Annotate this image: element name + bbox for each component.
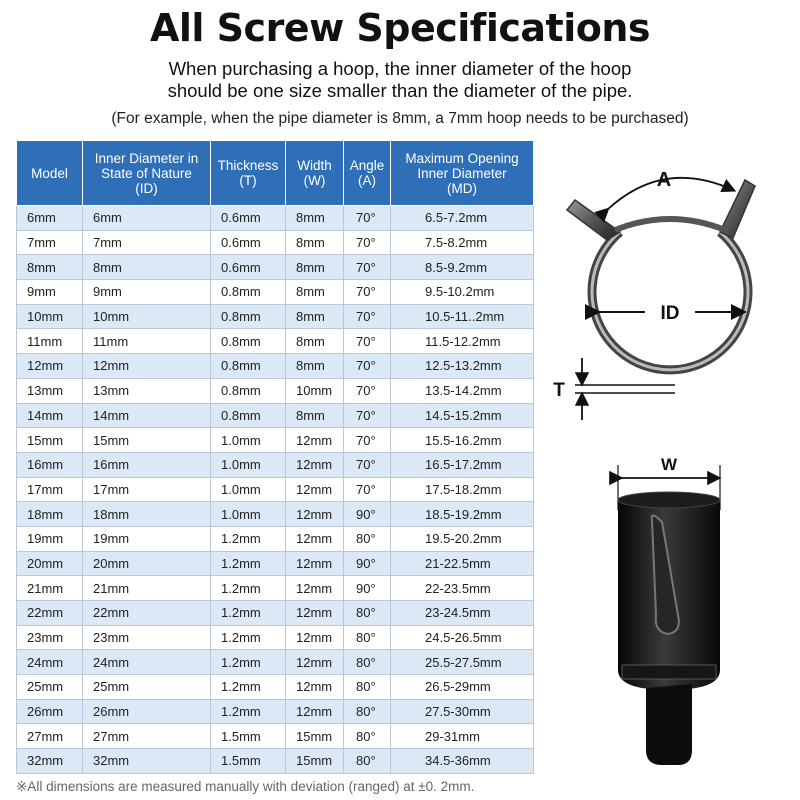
table-cell: 19.5-20.2mm: [391, 526, 534, 551]
table-cell: 15mm: [286, 724, 344, 749]
table-cell: 1.0mm: [211, 428, 286, 453]
table-cell: 16mm: [17, 452, 83, 477]
table-row: [17, 477, 534, 502]
table-cell: 70°: [344, 403, 391, 428]
table-cell: 13.5-14.2mm: [391, 378, 534, 403]
table-cell: 19mm: [17, 526, 83, 551]
table-cell: 13mm: [83, 378, 211, 403]
table-cell: 9.5-10.2mm: [391, 280, 534, 305]
table-row: [17, 675, 534, 700]
table-cell: 90°: [344, 502, 391, 527]
table-cell: 24mm: [17, 650, 83, 675]
table-cell: 80°: [344, 749, 391, 774]
table-cell: 12mm: [286, 526, 344, 551]
table-row: [17, 650, 534, 675]
table-cell: 70°: [344, 255, 391, 280]
spec-table: [16, 140, 534, 774]
table-cell: 8.5-9.2mm: [391, 255, 534, 280]
table-cell: 1.0mm: [211, 502, 286, 527]
table-cell: 8mm: [286, 230, 344, 255]
table-row: [17, 378, 534, 403]
table-cell: 80°: [344, 650, 391, 675]
table-cell: 26.5-29mm: [391, 675, 534, 700]
table-cell: 70°: [344, 428, 391, 453]
table-cell: 16mm: [83, 452, 211, 477]
table-row: [17, 526, 534, 551]
table-cell: 8mm: [286, 329, 344, 354]
table-cell: 18mm: [83, 502, 211, 527]
table-cell: 27mm: [17, 724, 83, 749]
table-cell: 80°: [344, 526, 391, 551]
table-cell: 8mm: [17, 255, 83, 280]
table-row: [17, 206, 534, 231]
table-cell: 80°: [344, 625, 391, 650]
table-cell: 70°: [344, 329, 391, 354]
table-row: [17, 280, 534, 305]
table-cell: 0.8mm: [211, 280, 286, 305]
table-cell: 32mm: [17, 749, 83, 774]
table-cell: 0.8mm: [211, 378, 286, 403]
table-cell: 12mm: [286, 452, 344, 477]
table-cell: 8mm: [286, 255, 344, 280]
table-cell: 6mm: [17, 206, 83, 231]
header-cell-5: [391, 141, 534, 206]
id-label: ID: [660, 303, 680, 324]
table-cell: 1.2mm: [211, 576, 286, 601]
table-cell: 0.8mm: [211, 329, 286, 354]
table-cell: 7.5-8.2mm: [391, 230, 534, 255]
table-cell: 26mm: [83, 699, 211, 724]
table-cell: 25mm: [83, 675, 211, 700]
table-cell: 1.0mm: [211, 477, 286, 502]
header-line: Model: [31, 165, 68, 181]
table-cell: 1.2mm: [211, 625, 286, 650]
table-cell: 8mm: [286, 280, 344, 305]
table-row: [17, 304, 534, 329]
footnote: ※All dimensions are measured manually with deviation (ranged) at ±0. 2mm.: [16, 779, 475, 794]
table-cell: 23mm: [17, 625, 83, 650]
table-cell: 17mm: [17, 477, 83, 502]
table-cell: 14.5-15.2mm: [391, 403, 534, 428]
table-cell: 24mm: [83, 650, 211, 675]
table-row: [17, 724, 534, 749]
table-row: [17, 601, 534, 626]
angle-label: A: [656, 169, 672, 191]
table-cell: 70°: [344, 477, 391, 502]
table-cell: 17.5-18.2mm: [391, 477, 534, 502]
table-row: [17, 452, 534, 477]
table-row: [17, 551, 534, 576]
table-cell: 1.2mm: [211, 675, 286, 700]
table-cell: 6.5-7.2mm: [391, 206, 534, 231]
table-cell: 21-22.5mm: [391, 551, 534, 576]
header-cell-3: [286, 141, 344, 206]
clamp-side-diagram: [590, 450, 750, 770]
header-row: [17, 141, 534, 206]
table-cell: 12mm: [286, 576, 344, 601]
table-cell: 70°: [344, 378, 391, 403]
table-cell: 7mm: [83, 230, 211, 255]
table-cell: 8mm: [286, 304, 344, 329]
table-cell: 8mm: [286, 403, 344, 428]
table-cell: 12.5-13.2mm: [391, 354, 534, 379]
table-cell: 11.5-12.2mm: [391, 329, 534, 354]
table-cell: 90°: [344, 551, 391, 576]
table-cell: 0.6mm: [211, 230, 286, 255]
table-cell: 70°: [344, 230, 391, 255]
header-cell-0: [17, 141, 83, 206]
table-cell: 23-24.5mm: [391, 601, 534, 626]
table-cell: 14mm: [17, 403, 83, 428]
table-cell: 18.5-19.2mm: [391, 502, 534, 527]
header-cell-4: [344, 141, 391, 206]
table-cell: 0.8mm: [211, 403, 286, 428]
table-cell: 12mm: [17, 354, 83, 379]
header-line: (ID): [135, 180, 158, 196]
table-cell: 27mm: [83, 724, 211, 749]
width-label: W: [660, 455, 678, 474]
table-cell: 1.0mm: [211, 452, 286, 477]
table-cell: 80°: [344, 699, 391, 724]
table-cell: 7mm: [17, 230, 83, 255]
table-cell: 6mm: [83, 206, 211, 231]
table-cell: 23mm: [83, 625, 211, 650]
clamp-ring: [567, 180, 755, 370]
table-cell: 12mm: [83, 354, 211, 379]
header-line: (MD): [447, 180, 477, 196]
spec-table-header: [17, 141, 534, 206]
table-cell: 12mm: [286, 551, 344, 576]
table-cell: 11mm: [83, 329, 211, 354]
example-note: (For example, when the pipe diameter is 8mm, a 7mm hoop needs to be purchased): [111, 110, 689, 127]
table-cell: 90°: [344, 576, 391, 601]
table-cell: 70°: [344, 452, 391, 477]
table-cell: 12mm: [286, 650, 344, 675]
table-cell: 12mm: [286, 625, 344, 650]
header-line: Inner Diameter: [417, 165, 507, 181]
table-cell: 15mm: [17, 428, 83, 453]
table-row: [17, 699, 534, 724]
table-cell: 1.2mm: [211, 526, 286, 551]
table-cell: 0.8mm: [211, 304, 286, 329]
table-cell: 1.5mm: [211, 749, 286, 774]
table-cell: 10.5-11..2mm: [391, 304, 534, 329]
table-cell: 10mm: [17, 304, 83, 329]
subtitle-line-2: should be one size smaller than the diameter of the pipe.: [167, 80, 633, 101]
page-title: All Screw Specifications: [149, 6, 651, 50]
table-cell: 25mm: [17, 675, 83, 700]
table-cell: 70°: [344, 354, 391, 379]
table-cell: 17mm: [83, 477, 211, 502]
table-cell: 21mm: [17, 576, 83, 601]
table-cell: 1.2mm: [211, 650, 286, 675]
table-cell: 9mm: [83, 280, 211, 305]
header-cell-1: [83, 141, 211, 206]
table-cell: 8mm: [83, 255, 211, 280]
table-cell: 70°: [344, 304, 391, 329]
table-cell: 24.5-26.5mm: [391, 625, 534, 650]
table-cell: 25.5-27.5mm: [391, 650, 534, 675]
table-cell: 70°: [344, 206, 391, 231]
table-row: [17, 428, 534, 453]
table-cell: 16.5-17.2mm: [391, 452, 534, 477]
table-cell: 12mm: [286, 601, 344, 626]
table-row: [17, 255, 534, 280]
header-line: (W): [303, 173, 326, 188]
table-cell: 29-31mm: [391, 724, 534, 749]
table-cell: 14mm: [83, 403, 211, 428]
table-cell: 12mm: [286, 502, 344, 527]
table-cell: 34.5-36mm: [391, 749, 534, 774]
table-cell: 15mm: [286, 749, 344, 774]
header-line: Inner Diameter in: [94, 150, 199, 166]
table-cell: 1.2mm: [211, 601, 286, 626]
header-line: (A): [358, 173, 376, 188]
table-cell: 1.2mm: [211, 551, 286, 576]
spec-table-body: [17, 206, 534, 774]
table-cell: 1.5mm: [211, 724, 286, 749]
table-cell: 12mm: [286, 428, 344, 453]
table-cell: 70°: [344, 280, 391, 305]
table-cell: 19mm: [83, 526, 211, 551]
table-cell: 27.5-30mm: [391, 699, 534, 724]
header-line: Angle: [349, 158, 385, 173]
table-row: [17, 749, 534, 774]
table-cell: 32mm: [83, 749, 211, 774]
table-cell: 80°: [344, 601, 391, 626]
table-row: [17, 403, 534, 428]
table-cell: 8mm: [286, 206, 344, 231]
header-line: Width: [297, 158, 332, 173]
subtitle-line-1: When purchasing a hoop, the inner diameter of the hoop: [168, 58, 632, 79]
table-cell: 20mm: [83, 551, 211, 576]
table-cell: 13mm: [17, 378, 83, 403]
header-line: Thickness: [217, 158, 279, 173]
thickness-label: T: [553, 380, 565, 401]
table-cell: 18mm: [17, 502, 83, 527]
table-cell: 80°: [344, 724, 391, 749]
table-cell: 12mm: [286, 699, 344, 724]
table-cell: 15.5-16.2mm: [391, 428, 534, 453]
table-cell: 11mm: [17, 329, 83, 354]
table-cell: 22mm: [83, 601, 211, 626]
table-cell: 9mm: [17, 280, 83, 305]
table-row: [17, 354, 534, 379]
table-row: [17, 329, 534, 354]
table-cell: 10mm: [83, 304, 211, 329]
table-cell: 20mm: [17, 551, 83, 576]
table-row: [17, 502, 534, 527]
table-row: [17, 230, 534, 255]
table-cell: 80°: [344, 675, 391, 700]
table-cell: 0.6mm: [211, 255, 286, 280]
table-cell: 26mm: [17, 699, 83, 724]
table-row: [17, 625, 534, 650]
header-line: Maximum Opening: [405, 150, 519, 166]
table-cell: 21mm: [83, 576, 211, 601]
table-cell: 10mm: [286, 378, 344, 403]
table-cell: 12mm: [286, 477, 344, 502]
table-cell: 22mm: [17, 601, 83, 626]
table-cell: 22-23.5mm: [391, 576, 534, 601]
table-cell: 0.8mm: [211, 354, 286, 379]
table-cell: 0.6mm: [211, 206, 286, 231]
clamp-front-diagram: [545, 160, 795, 430]
header-line: State of Nature: [101, 165, 192, 181]
header-line: (T): [239, 173, 257, 188]
header-cell-2: [211, 141, 286, 206]
subtitle: [0, 58, 800, 102]
table-row: [17, 576, 534, 601]
clamp-side-body: [618, 492, 720, 765]
table-cell: 15mm: [83, 428, 211, 453]
table-cell: 12mm: [286, 675, 344, 700]
table-cell: 8mm: [286, 354, 344, 379]
table-cell: 1.2mm: [211, 699, 286, 724]
